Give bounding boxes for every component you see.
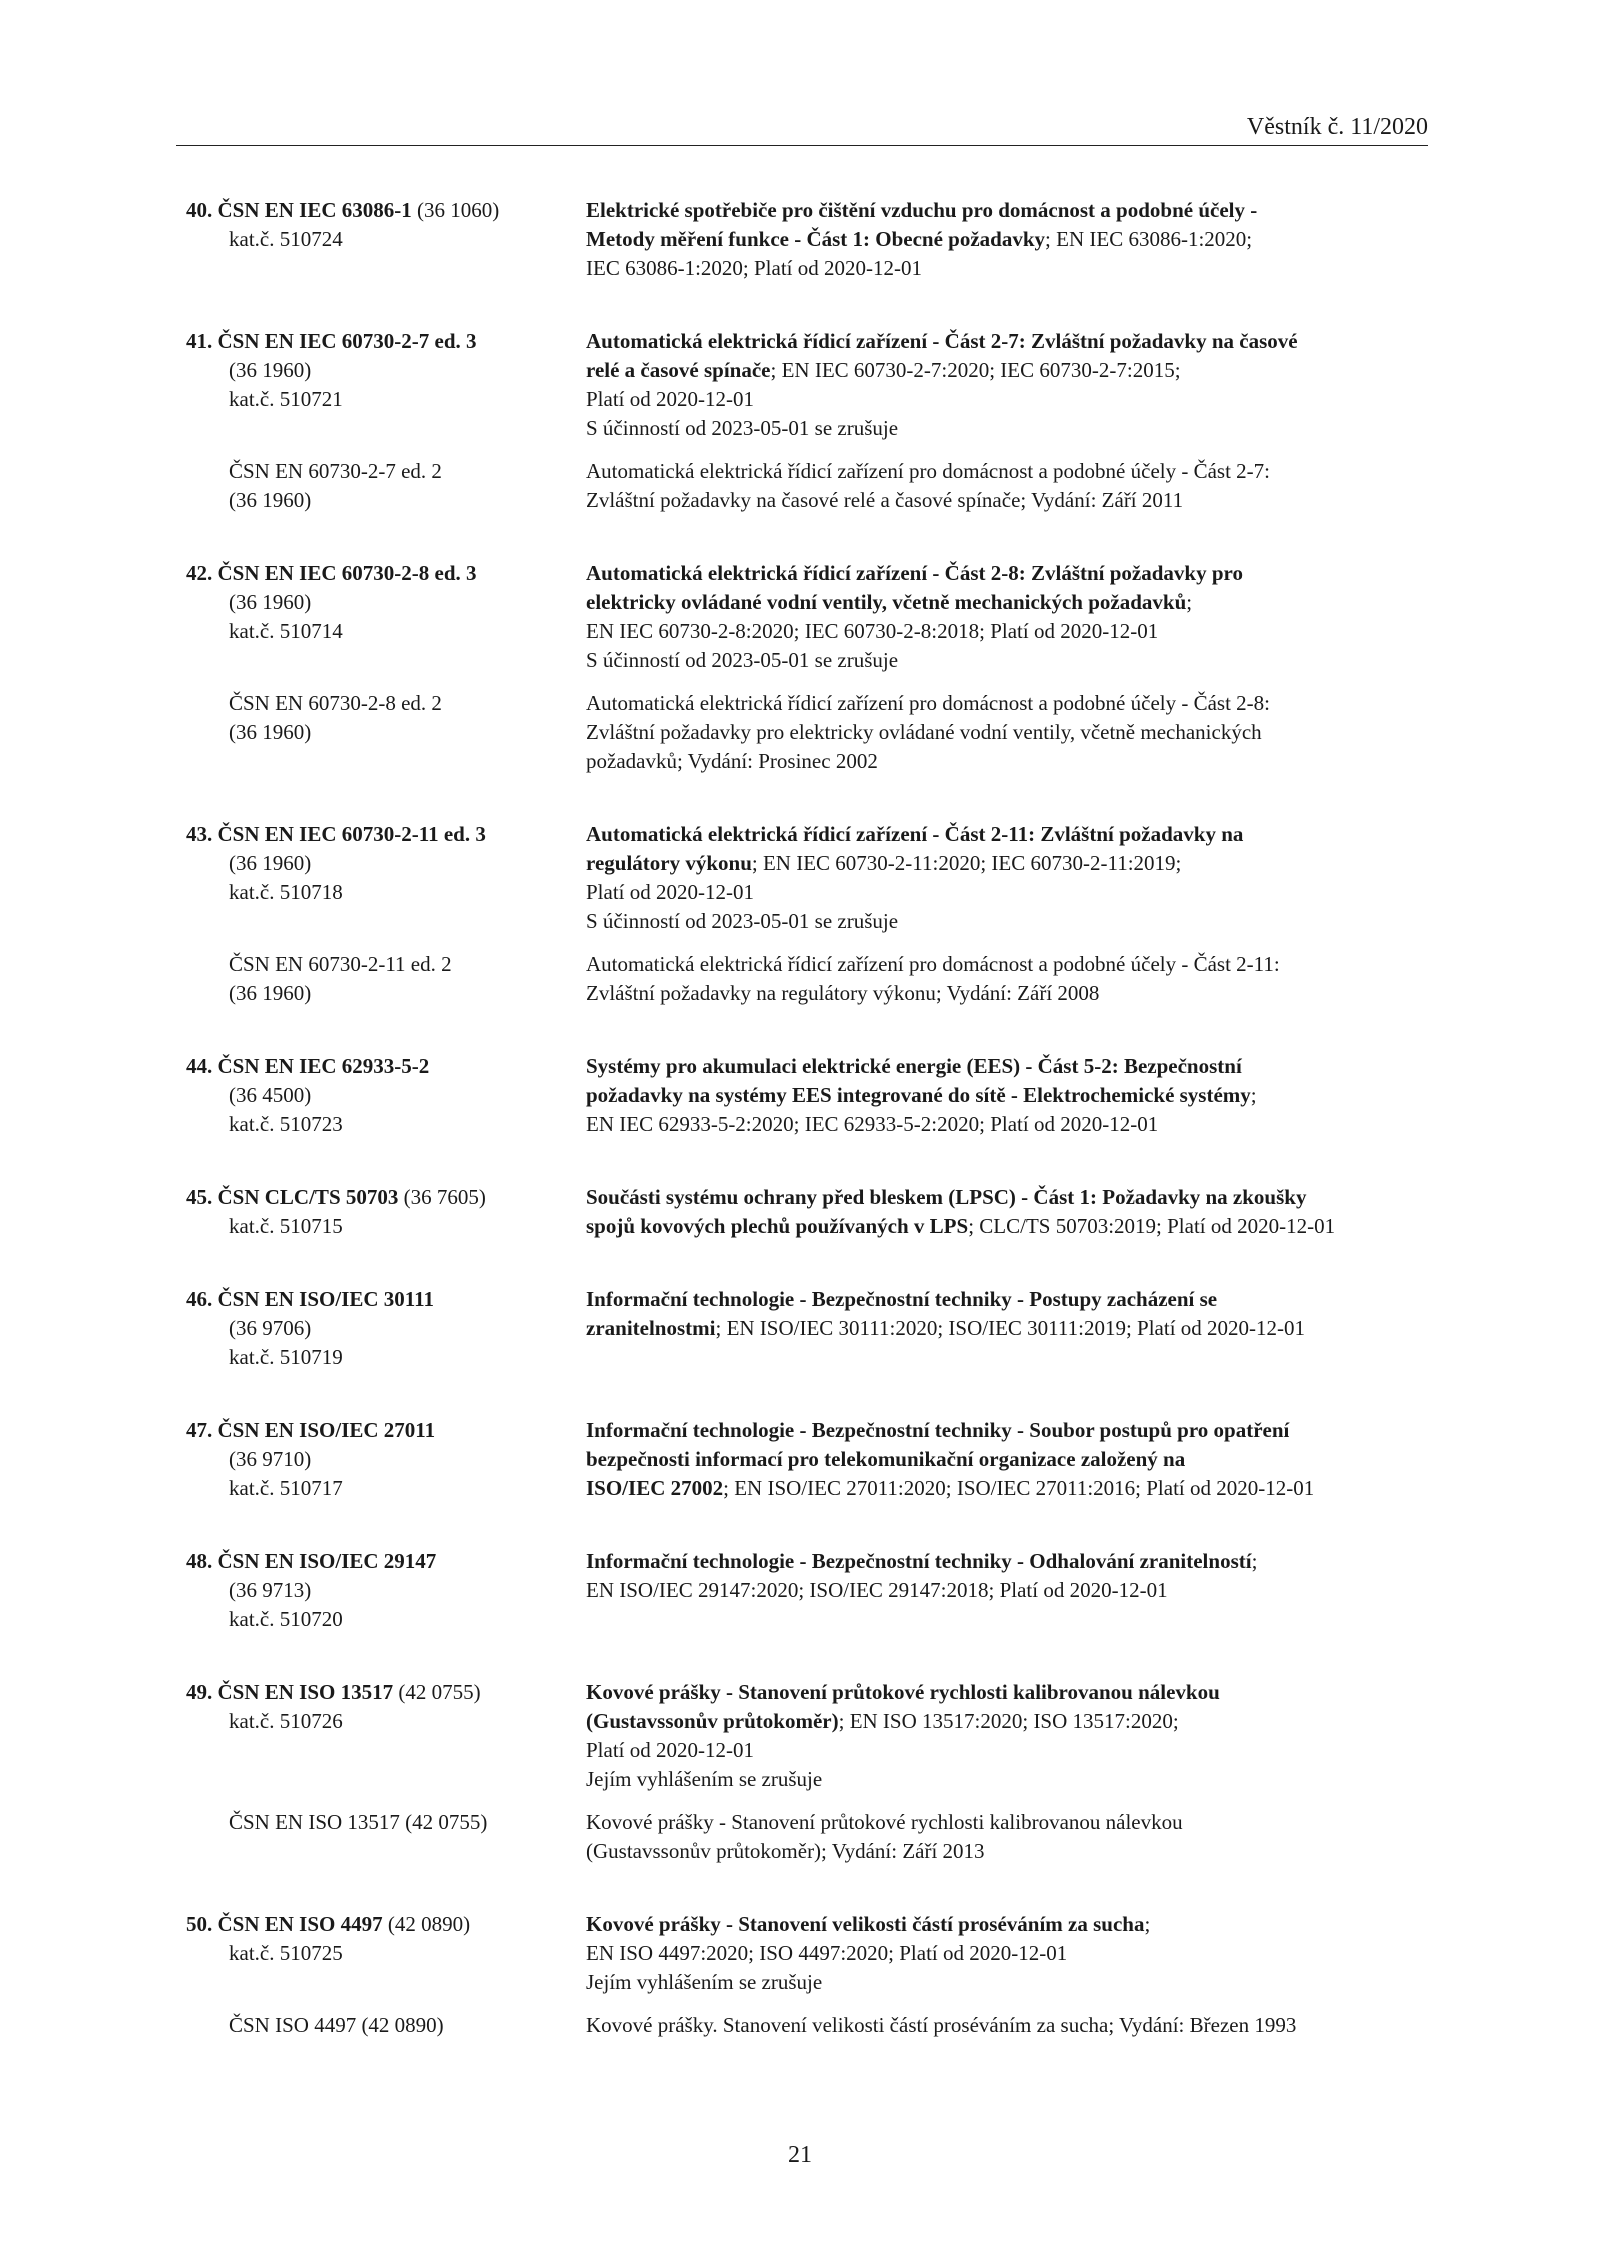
bold-text: zranitelnostmi [586,1316,716,1340]
standard-entry [186,1285,1446,1372]
text-line [586,689,1446,718]
plain-text: (36 1960) [229,358,312,382]
text-line [586,559,1446,588]
plain-text: S účinností od 2023-05-01 se zrušuje [586,648,899,672]
standard-designation [186,1183,586,1241]
standard-entry [186,327,1446,515]
header-rule [176,145,1428,146]
text-line [186,1605,586,1634]
bold-text: spojů kovových plechů používaných v LPS [586,1214,969,1238]
entry-number: 44. [186,1054,213,1078]
plain-text: ; [1250,1083,1257,1107]
text-line [586,878,1446,907]
withdrawn-standard-block [186,1808,1446,1866]
standard-description [586,1416,1446,1503]
plain-text: Jejím vyhlášením se zrušuje [586,1970,823,1994]
plain-text: S účinností od 2023-05-01 se zrušuje [586,909,899,933]
text-line [186,1678,586,1707]
bold-text: Systémy pro akumulaci elektrické energie (EES) - Část 5-2: Bezpečnostní [586,1054,1242,1078]
new-standard-block [186,1285,1446,1372]
bold-text: ČSN EN ISO 13517 [217,1680,394,1704]
text-line [586,950,1446,979]
plain-text: (36 7605) [398,1185,486,1209]
plain-text: ; [1144,1912,1151,1936]
plain-text: (Gustavssonův průtokoměr); Vydání: Září 2013 [586,1839,985,1863]
text-line [186,457,586,486]
withdrawn-standard-block [186,950,1446,1008]
bold-text: požadavky na systémy EES integrované do sítě - Elektrochemické systémy [586,1083,1251,1107]
plain-text: kat.č. 510723 [229,1112,343,1136]
new-standard-block [186,1183,1446,1241]
text-line [586,1837,1446,1866]
plain-text: Jejím vyhlášením se zrušuje [586,1767,823,1791]
bold-text: Kovové prášky - Stanovení velikosti částí proséváním za sucha [586,1912,1145,1936]
plain-text: Kovové prášky - Stanovení průtokové rychlosti kalibrovanou nálevkou [586,1810,1183,1834]
text-line [586,849,1446,878]
plain-text: (36 1960) [229,590,312,614]
entry-number: 41. [186,329,213,353]
text-line [586,1474,1446,1503]
plain-text: ; EN IEC 60730-2-7:2020; IEC 60730-2-7:2015; [770,358,1181,382]
plain-text: Zvláštní požadavky na regulátory výkonu; Vydání: Září 2008 [586,981,1100,1005]
plain-text: ; EN IEC 60730-2-11:2020; IEC 60730-2-11:2019; [751,851,1182,875]
text-line [186,1808,586,1837]
text-line [586,1183,1446,1212]
standard-entry [186,559,1446,776]
text-line [186,1212,586,1241]
standard-designation [186,1416,586,1503]
standard-description [586,1285,1446,1372]
standard-designation [186,196,586,283]
text-line [586,1212,1446,1241]
plain-text: (36 9713) [229,1578,312,1602]
text-line [586,747,1446,776]
plain-text: kat.č. 510725 [229,1941,343,1965]
plain-text: IEC 63086-1:2020; Platí od 2020-12-01 [586,256,922,280]
text-line [186,878,586,907]
text-line [586,617,1446,646]
text-line [186,1081,586,1110]
text-line [586,1968,1446,1997]
bold-text: ČSN EN IEC 60730-2-7 ed. 3 [217,329,477,353]
text-line [586,385,1446,414]
standard-designation [186,820,586,936]
plain-text: kat.č. 510724 [229,227,343,251]
plain-text: ; EN ISO/IEC 30111:2020; ISO/IEC 30111:2019; Platí od 2020-12-01 [715,1316,1306,1340]
plain-text: (36 1960) [229,720,312,744]
text-line [186,1183,586,1212]
text-line [186,356,586,385]
plain-text: (36 9706) [229,1316,312,1340]
text-line [186,1052,586,1081]
standard-designation [186,689,586,776]
withdrawn-standard-block [186,457,1446,515]
text-line [586,1445,1446,1474]
standard-designation [186,1052,586,1139]
standard-entry [186,1678,1446,1866]
standard-designation [186,1285,586,1372]
entry-number: 43. [186,822,213,846]
bold-text: Automatická elektrická řídicí zařízení - Část 2-11: Zvláštní požadavky na [586,822,1244,846]
plain-text: kat.č. 510720 [229,1607,343,1631]
new-standard-block [186,1678,1446,1794]
withdrawn-standard-block [186,689,1446,776]
plain-text: ČSN EN 60730-2-7 ed. 2 [229,459,442,483]
text-line [186,1110,586,1139]
plain-text: (42 0755) [393,1680,481,1704]
plain-text: (36 1960) [229,851,312,875]
plain-text: Zvláštní požadavky na časové relé a časové spínače; Vydání: Září 2011 [586,488,1184,512]
text-line [586,1765,1446,1794]
text-line [186,1314,586,1343]
entry-number: 40. [186,198,213,222]
text-line [186,979,586,1008]
standard-description [586,327,1446,443]
text-line [586,718,1446,747]
entry-number: 47. [186,1418,213,1442]
plain-text: Platí od 2020-12-01 [586,1738,754,1762]
plain-text: (42 0890) [382,1912,471,1936]
text-line [586,1110,1446,1139]
standard-designation [186,1678,586,1794]
text-line [586,1707,1446,1736]
text-line [586,1910,1446,1939]
new-standard-block [186,1416,1446,1503]
standard-description [586,689,1446,776]
standard-description [586,1547,1446,1634]
bold-text: bezpečnosti informací pro telekomunikační organizace založený na [586,1447,1186,1471]
entry-number: 49. [186,1680,213,1704]
text-line [586,1678,1446,1707]
bold-text: ISO/IEC 27002 [586,1476,724,1500]
standard-description [586,950,1446,1008]
new-standard-block [186,1547,1446,1634]
entry-number: 42. [186,561,213,585]
text-line [186,588,586,617]
plain-text: EN IEC 62933-5-2:2020; IEC 62933-5-2:2020; Platí od 2020-12-01 [586,1112,1159,1136]
plain-text: kat.č. 510718 [229,880,343,904]
plain-text: ; [1251,1549,1258,1573]
new-standard-block [186,327,1446,443]
bold-text: Informační technologie - Bezpečnostní techniky - Postupy zacházení se [586,1287,1218,1311]
plain-text: Automatická elektrická řídicí zařízení pro domácnost a podobné účely - Část 2-8: [586,691,1271,715]
plain-text: ; EN ISO/IEC 27011:2020; ISO/IEC 27011:2016; Platí od 2020-12-01 [723,1476,1315,1500]
text-line [186,820,586,849]
text-line [186,1445,586,1474]
bold-text: ČSN EN ISO/IEC 29147 [217,1549,437,1573]
text-line [586,196,1446,225]
bold-text: Automatická elektrická řídicí zařízení - Část 2-7: Zvláštní požadavky na časové [586,329,1298,353]
plain-text: ČSN EN ISO 13517 (42 0755) [229,1810,488,1834]
bold-text: ČSN EN IEC 63086-1 [217,198,412,222]
plain-text: kat.č. 510719 [229,1345,343,1369]
standard-designation [186,327,586,443]
bold-text: Metody měření funkce - Část 1: Obecné požadavky [586,227,1046,251]
plain-text: kat.č. 510715 [229,1214,343,1238]
new-standard-block [186,196,1446,283]
standard-entry [186,1910,1446,2040]
standard-description [586,2011,1446,2040]
text-line [186,486,586,515]
bold-text: Součásti systému ochrany před bleskem (LPSC) - Část 1: Požadavky na zkoušky [586,1185,1307,1209]
standard-description [586,457,1446,515]
text-line [186,1707,586,1736]
plain-text: (36 9710) [229,1447,312,1471]
text-line [186,1939,586,1968]
plain-text: (36 1060) [411,198,500,222]
bold-text: ČSN EN ISO/IEC 30111 [217,1287,434,1311]
text-line [586,1314,1446,1343]
standard-designation [186,1808,586,1866]
new-standard-block [186,820,1446,936]
text-line [186,1910,586,1939]
plain-text: EN IEC 60730-2-8:2020; IEC 60730-2-8:2018; Platí od 2020-12-01 [586,619,1159,643]
new-standard-block [186,1910,1446,1997]
text-line [586,327,1446,356]
text-line [186,559,586,588]
entry-number: 48. [186,1549,213,1573]
bold-text: elektricky ovládané vodní ventily, včetně mechanických požadavků [586,590,1187,614]
plain-text: (36 1960) [229,488,312,512]
text-line [586,356,1446,385]
text-line [586,1576,1446,1605]
standard-entry [186,1052,1446,1139]
text-line [586,979,1446,1008]
standard-description [586,1678,1446,1794]
text-line [586,907,1446,936]
plain-text: ČSN ISO 4497 (42 0890) [229,2013,444,2037]
text-line [586,1736,1446,1765]
bold-text: ČSN EN IEC 62933-5-2 [217,1054,430,1078]
plain-text: Platí od 2020-12-01 [586,387,754,411]
text-line [586,1547,1446,1576]
text-line [186,1547,586,1576]
text-line [186,617,586,646]
entry-number: 45. [186,1185,213,1209]
text-line [186,1416,586,1445]
text-line [186,2011,586,2040]
standard-designation [186,559,586,675]
plain-text: Zvláštní požadavky pro elektricky ovládané vodní ventily, včetně mechanických [586,720,1262,744]
text-line [586,820,1446,849]
plain-text: EN ISO/IEC 29147:2020; ISO/IEC 29147:2018; Platí od 2020-12-01 [586,1578,1168,1602]
plain-text: ČSN EN 60730-2-11 ed. 2 [229,952,452,976]
standard-designation [186,1547,586,1634]
text-line [186,327,586,356]
text-line [186,849,586,878]
bold-text: regulátory výkonu [586,851,752,875]
text-line [586,414,1446,443]
header-title: Věstník č. 11/2020 [1246,114,1428,140]
plain-text: (36 1960) [229,981,312,1005]
text-line [586,2011,1446,2040]
text-line [186,689,586,718]
text-line [586,457,1446,486]
bold-text: Informační technologie - Bezpečnostní techniky - Odhalování zranitelností [586,1549,1252,1573]
standard-entry [186,820,1446,1008]
bold-text: relé a časové spínače [586,358,771,382]
plain-text: kat.č. 510721 [229,387,343,411]
text-line [586,588,1446,617]
standard-description [586,559,1446,675]
text-line [586,1416,1446,1445]
plain-text: Automatická elektrická řídicí zařízení pro domácnost a podobné účely - Část 2-11: [586,952,1280,976]
text-line [586,486,1446,515]
entry-number: 50. [186,1912,213,1936]
withdrawn-standard-block [186,2011,1446,2040]
plain-text: ; CLC/TS 50703:2019; Platí od 2020-12-01 [968,1214,1336,1238]
standard-entry [186,1547,1446,1634]
text-line [586,254,1446,283]
text-line [586,1052,1446,1081]
standard-entry [186,196,1446,283]
standard-designation [186,457,586,515]
text-line [586,1285,1446,1314]
standard-description [586,1808,1446,1866]
standard-description [586,1052,1446,1139]
plain-text: kat.č. 510717 [229,1476,343,1500]
bold-text: (Gustavssonův průtokoměr) [586,1709,839,1733]
standard-designation [186,2011,586,2040]
bold-text: ČSN EN ISO/IEC 27011 [217,1418,436,1442]
text-line [186,950,586,979]
text-line [186,225,586,254]
text-line [186,1576,586,1605]
plain-text: EN ISO 4497:2020; ISO 4497:2020; Platí od 2020-12-01 [586,1941,1068,1965]
standard-description [586,1910,1446,1997]
text-line [186,196,586,225]
bold-text: ČSN EN IEC 60730-2-11 ed. 3 [217,822,486,846]
standard-entry [186,1183,1446,1241]
plain-text: ; EN IEC 63086-1:2020; [1045,227,1253,251]
text-line [586,1808,1446,1837]
text-line [186,1474,586,1503]
plain-text: S účinností od 2023-05-01 se zrušuje [586,416,899,440]
standard-description [586,196,1446,283]
plain-text: Kovové prášky. Stanovení velikosti částí proséváním za sucha; Vydání: Březen 1993 [586,2013,1297,2037]
bold-text: ČSN EN IEC 60730-2-8 ed. 3 [217,561,477,585]
plain-text: kat.č. 510714 [229,619,343,643]
text-line [586,1939,1446,1968]
page-number: 21 [788,2142,812,2168]
new-standard-block [186,559,1446,675]
bold-text: ČSN CLC/TS 50703 [217,1185,399,1209]
text-line [186,718,586,747]
bold-text: Automatická elektrická řídicí zařízení - Část 2-8: Zvláštní požadavky pro [586,561,1243,585]
plain-text: kat.č. 510726 [229,1709,343,1733]
new-standard-block [186,1052,1446,1139]
standard-description [586,820,1446,936]
text-line [186,1343,586,1372]
standard-designation [186,950,586,1008]
entry-number: 46. [186,1287,213,1311]
bold-text: Kovové prášky - Stanovení průtokové rychlosti kalibrovanou nálevkou [586,1680,1220,1704]
plain-text: (36 4500) [229,1083,312,1107]
standard-entry [186,1416,1446,1503]
plain-text: ; [1186,590,1193,614]
standards-list [186,196,1446,2084]
plain-text: ; EN ISO 13517:2020; ISO 13517:2020; [838,1709,1179,1733]
plain-text: ČSN EN 60730-2-8 ed. 2 [229,691,442,715]
text-line [586,1081,1446,1110]
standard-description [586,1183,1446,1241]
bold-text: ČSN EN ISO 4497 [217,1912,383,1936]
text-line [186,385,586,414]
plain-text: Platí od 2020-12-01 [586,880,754,904]
text-line [186,1285,586,1314]
bold-text: Informační technologie - Bezpečnostní techniky - Soubor postupů pro opatření [586,1418,1290,1442]
plain-text: Automatická elektrická řídicí zařízení pro domácnost a podobné účely - Část 2-7: [586,459,1271,483]
text-line [586,225,1446,254]
plain-text: požadavků; Vydání: Prosinec 2002 [586,749,878,773]
bold-text: Elektrické spotřebiče pro čištění vzduchu pro domácnost a podobné účely - [586,198,1258,222]
standard-designation [186,1910,586,1997]
text-line [586,646,1446,675]
